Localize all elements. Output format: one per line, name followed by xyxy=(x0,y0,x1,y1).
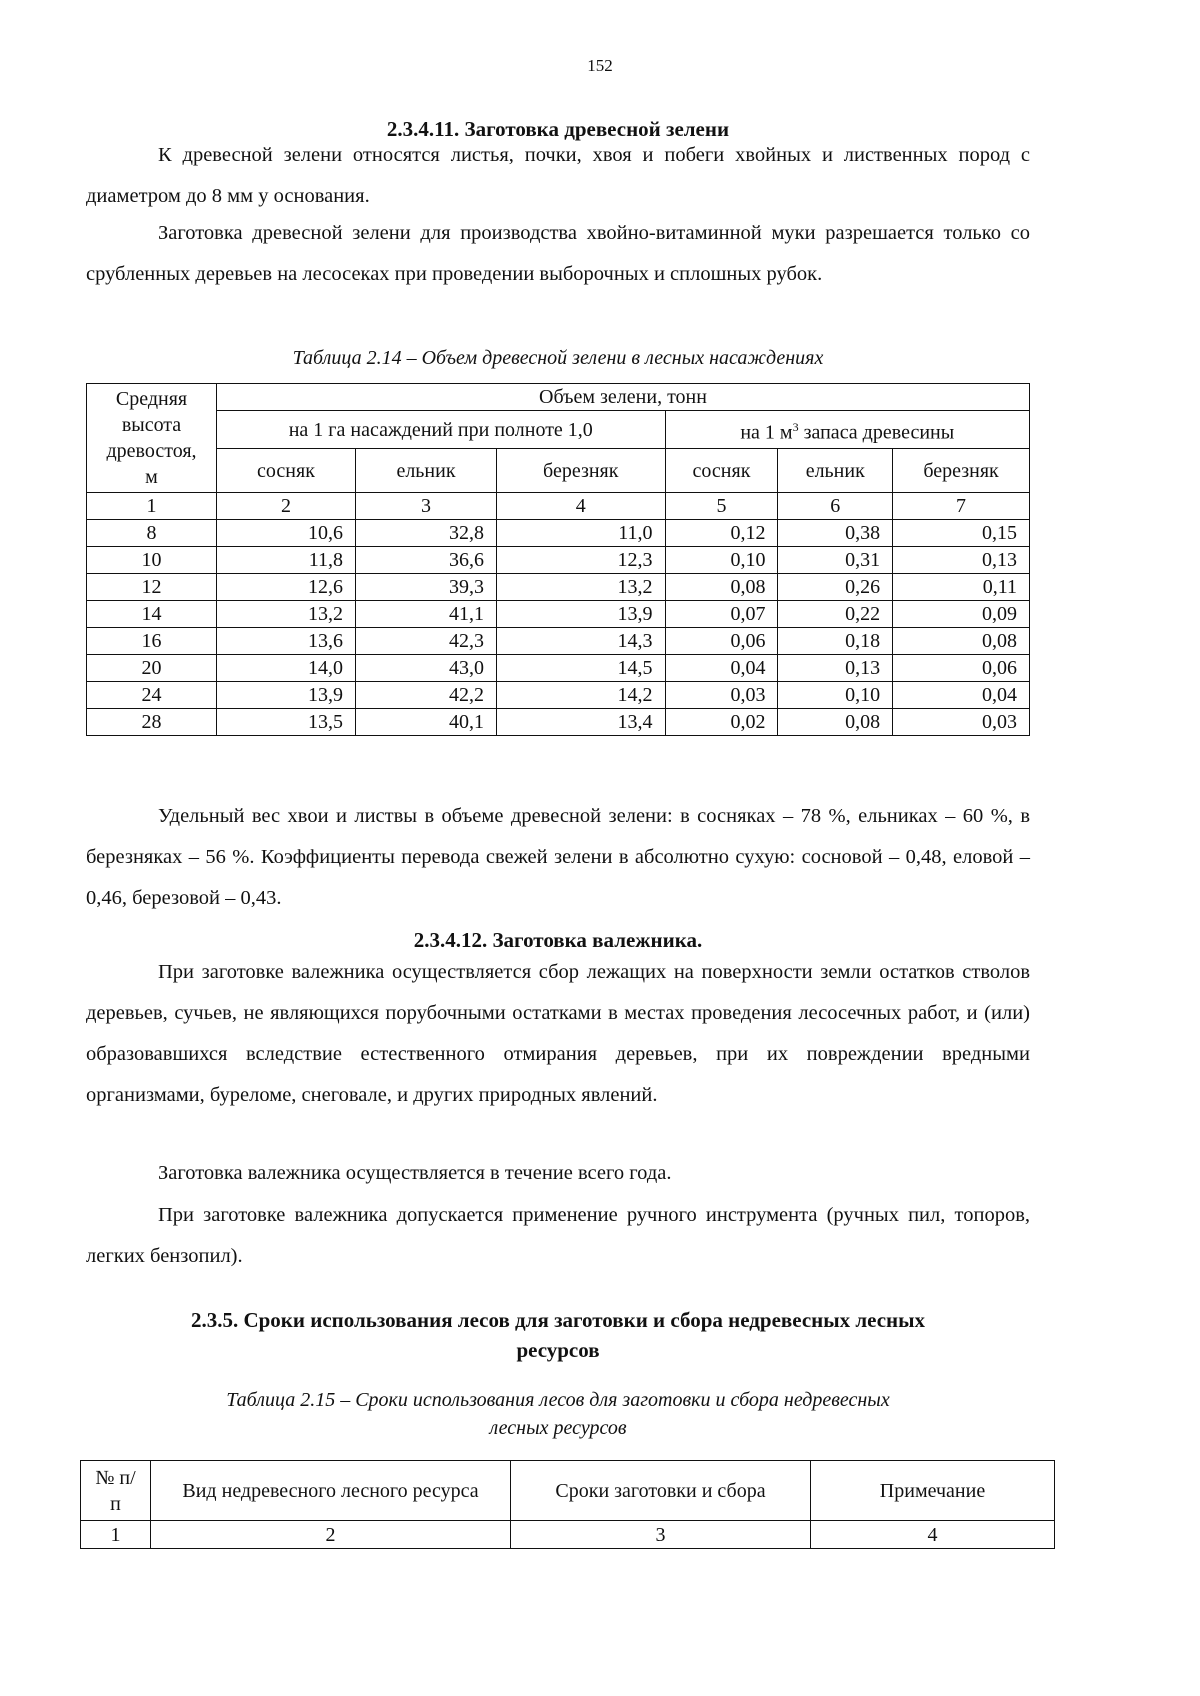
header-per-m3 xyxy=(665,411,1029,449)
cell-value: 0,18 xyxy=(778,628,893,655)
cell-value: 13,4 xyxy=(497,709,665,736)
cell-value: 13,9 xyxy=(217,682,356,709)
cell-value: 13,5 xyxy=(217,709,356,736)
cell-value: 12,6 xyxy=(217,574,356,601)
header-average-height: Средняя высота древостоя, м xyxy=(87,384,217,493)
table-2-15 xyxy=(80,1460,1055,1549)
paragraph-needle-share xyxy=(86,796,1030,919)
cell-height: 20 xyxy=(87,655,217,682)
header-birch-ha: березняк xyxy=(497,449,665,493)
header-number: № п/п xyxy=(81,1461,151,1521)
header-spruce-ha: ельник xyxy=(355,449,496,493)
section-heading-2-3-5 xyxy=(86,1305,1030,1365)
col-number: 2 xyxy=(151,1521,511,1549)
cell-value: 13,2 xyxy=(497,574,665,601)
paragraph-text: К древесной зелени относятся листья, почки, хвоя и побеги хвойных и лиственных пород с диаметром до 8 мм у основания. xyxy=(86,144,1030,207)
cell-value: 0,10 xyxy=(778,682,893,709)
paragraph-deadwood-season xyxy=(86,1153,1030,1194)
cell-value: 41,1 xyxy=(355,601,496,628)
section-heading-line: 2.3.5. Сроки использования лесов для заготовки и сбора недревесных лесных xyxy=(190,1308,926,1332)
col-number: 6 xyxy=(778,493,893,520)
paragraph-text: Заготовка древесной зелени для производства хвойно-витаминной муки разрешается только со срубленных деревьев на лесосеках при проведении выборочных и сплошных рубок. xyxy=(86,222,1030,285)
cell-value: 40,1 xyxy=(355,709,496,736)
cell-value: 12,3 xyxy=(497,547,665,574)
cell-value: 0,13 xyxy=(893,547,1030,574)
section-heading-2-3-4-12: 2.3.4.12. Заготовка валежника. xyxy=(413,928,703,952)
table-row xyxy=(87,682,1030,709)
cell-value: 14,2 xyxy=(497,682,665,709)
paragraph-text: Заготовка валежника осуществляется в течение всего года. xyxy=(158,1162,672,1184)
cell-value: 14,0 xyxy=(217,655,356,682)
header-per-m3-prefix: на 1 м xyxy=(740,421,793,444)
cell-value: 39,3 xyxy=(355,574,496,601)
cell-value: 0,08 xyxy=(665,574,778,601)
cell-height: 10 xyxy=(87,547,217,574)
cell-value: 0,06 xyxy=(893,655,1030,682)
cell-height: 14 xyxy=(87,601,217,628)
paragraph-deadwood-definition xyxy=(86,952,1030,1116)
cell-value: 0,26 xyxy=(778,574,893,601)
cell-value: 0,15 xyxy=(893,520,1030,547)
table-row xyxy=(87,574,1030,601)
section-heading-line: ресурсов xyxy=(516,1338,600,1362)
cell-value: 0,03 xyxy=(665,682,778,709)
cell-height: 28 xyxy=(87,709,217,736)
paragraph-text: При заготовке валежника осуществляется сбор лежащих на поверхности земли остатков стволов деревьев, сучьев, не являющихся порубочными остатками в местах проведения лесосечных работ, и (или) образовавшихся вследствие естественного отмирания деревьев, при их повреждении вредными организмами, буреломе, снеговале, и других природных явлений. xyxy=(86,961,1030,1106)
caption-line: Таблица 2.15 – Сроки использования лесов для заготовки и сбора недревесных xyxy=(226,1389,890,1411)
table-2-14-caption: Таблица 2.14 – Объем древесной зелени в лесных насаждениях xyxy=(292,347,824,369)
paragraph-text: Удельный вес хвои и листвы в объеме древесной зелени: в сосняках – 78 %, ельниках – 60 %, в березняках – 56 %. Коэффициенты перевода свежей зелени в абсолютно сухую: сосновой – 0,48, еловой – 0,46, березовой – 0,43. xyxy=(86,805,1030,909)
table-row xyxy=(87,520,1030,547)
cell-value: 0,07 xyxy=(665,601,778,628)
col-number: 7 xyxy=(893,493,1030,520)
cell-value: 10,6 xyxy=(217,520,356,547)
col-number: 5 xyxy=(665,493,778,520)
caption-line: лесных ресурсов xyxy=(489,1417,627,1439)
cell-value: 0,22 xyxy=(778,601,893,628)
cell-value: 0,08 xyxy=(778,709,893,736)
cell-value: 0,06 xyxy=(665,628,778,655)
cell-value: 0,12 xyxy=(665,520,778,547)
table-row xyxy=(87,709,1030,736)
table-2-15-caption xyxy=(86,1386,1030,1442)
cell-value: 0,10 xyxy=(665,547,778,574)
col-number: 4 xyxy=(497,493,665,520)
cell-value: 0,38 xyxy=(778,520,893,547)
paragraph-text: При заготовке валежника допускается применение ручного инструмента (ручных пил, топоров, легких бензопил). xyxy=(86,1204,1030,1267)
page-number: 152 xyxy=(587,56,613,75)
cell-value: 0,04 xyxy=(893,682,1030,709)
table-row xyxy=(87,547,1030,574)
cell-value: 43,0 xyxy=(355,655,496,682)
cell-value: 0,03 xyxy=(893,709,1030,736)
table-row xyxy=(87,655,1030,682)
cell-value: 0,31 xyxy=(778,547,893,574)
col-number: 3 xyxy=(511,1521,811,1549)
cell-value: 14,3 xyxy=(497,628,665,655)
col-number: 1 xyxy=(87,493,217,520)
col-number: 1 xyxy=(81,1521,151,1549)
cell-value: 32,8 xyxy=(355,520,496,547)
cell-height: 8 xyxy=(87,520,217,547)
table-row xyxy=(87,601,1030,628)
header-per-m3-sup: 3 xyxy=(792,419,799,434)
cell-height: 12 xyxy=(87,574,217,601)
cell-value: 42,3 xyxy=(355,628,496,655)
cell-value: 0,02 xyxy=(665,709,778,736)
header-per-m3-suffix: запаса древесины xyxy=(798,421,955,444)
cell-value: 0,13 xyxy=(778,655,893,682)
cell-height: 16 xyxy=(87,628,217,655)
header-spruce-m3: ельник xyxy=(778,449,893,493)
header-pine-ha: сосняк xyxy=(217,449,356,493)
cell-value: 36,6 xyxy=(355,547,496,574)
section-heading-2-3-4-11: 2.3.4.11. Заготовка древесной зелени xyxy=(386,117,730,141)
table-row xyxy=(87,628,1030,655)
header-resource-type: Вид недревесного лесного ресурса xyxy=(151,1461,511,1521)
header-harvest-period: Сроки заготовки и сбора xyxy=(511,1461,811,1521)
cell-value: 13,9 xyxy=(497,601,665,628)
cell-value: 42,2 xyxy=(355,682,496,709)
col-number: 3 xyxy=(355,493,496,520)
header-note: Примечание xyxy=(811,1461,1055,1521)
paragraph-green-definition xyxy=(86,135,1030,217)
table-2-14 xyxy=(86,383,1030,736)
cell-value: 13,2 xyxy=(217,601,356,628)
cell-value: 11,8 xyxy=(217,547,356,574)
cell-value: 11,0 xyxy=(497,520,665,547)
paragraph-green-harvest-rules xyxy=(86,213,1030,295)
header-volume: Объем зелени, тонн xyxy=(217,384,1030,411)
cell-value: 0,11 xyxy=(893,574,1030,601)
header-per-ha: на 1 га насаждений при полноте 1,0 xyxy=(217,411,666,449)
paragraph-deadwood-tools xyxy=(86,1195,1030,1277)
header-pine-m3: сосняк xyxy=(665,449,778,493)
cell-value: 14,5 xyxy=(497,655,665,682)
cell-value: 0,04 xyxy=(665,655,778,682)
col-number: 4 xyxy=(811,1521,1055,1549)
col-number: 2 xyxy=(217,493,356,520)
cell-value: 0,08 xyxy=(893,628,1030,655)
cell-height: 24 xyxy=(87,682,217,709)
header-birch-m3: березняк xyxy=(893,449,1030,493)
cell-value: 0,09 xyxy=(893,601,1030,628)
cell-value: 13,6 xyxy=(217,628,356,655)
